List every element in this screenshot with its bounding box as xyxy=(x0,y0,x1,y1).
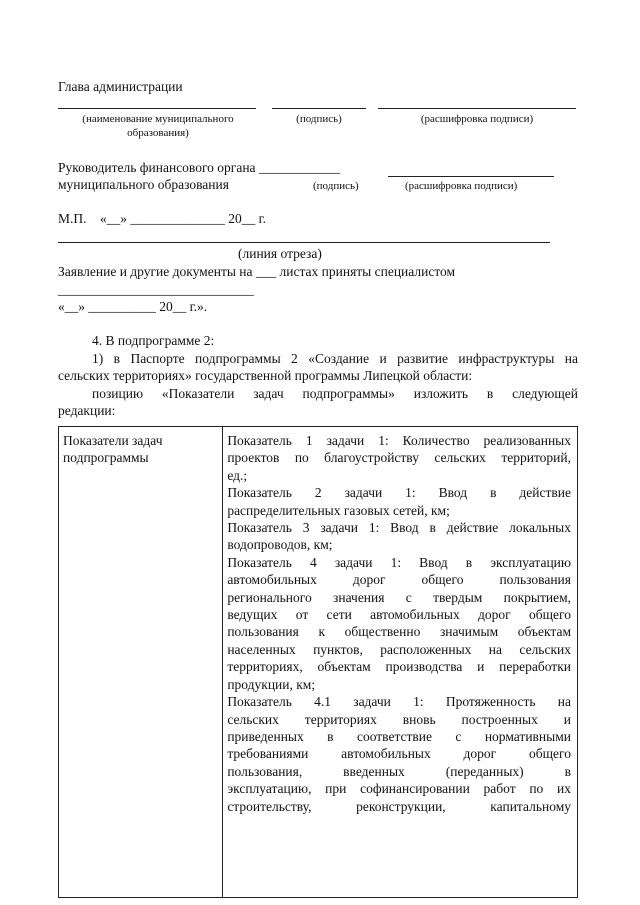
table-cell-label xyxy=(59,427,223,898)
indicator-line: Показатель 4 задачи 1: Ввод в эксплуатацию xyxy=(227,554,571,570)
cut-label: (линия отреза) xyxy=(238,246,322,261)
indicator-line: автомобильных дорог общего пользования xyxy=(227,572,571,588)
table-cell-indicators xyxy=(223,427,578,898)
signature-line xyxy=(272,108,366,109)
indicator-line: ведущих от сети автомобильных дорог общего xyxy=(227,607,571,623)
indicator-line: распределительных газовых сетей, км; xyxy=(227,502,450,518)
finance-caption-decode: (расшифровка подписи) xyxy=(405,180,518,192)
paragraph-2-line-2: редакции: xyxy=(58,403,116,418)
indicator-line: строительству, реконструкции, капитальному xyxy=(227,798,571,814)
indicator-line: эксплуатацию, при софинансировании работ по их xyxy=(227,781,571,797)
finance-line-2: муниципального образования xyxy=(58,177,229,192)
indicator-line: Показатель 1 задачи 1: Количество реализованных xyxy=(227,433,571,448)
caption-municipality-2: образования) xyxy=(127,127,189,139)
indicator-line: пользования к общественно значимым объектам xyxy=(227,624,571,640)
indicator-line: водопроводов, км; xyxy=(227,537,333,553)
indicator-line: ед.; xyxy=(227,467,248,483)
caption-municipality-1: (наименование муниципального xyxy=(82,113,234,125)
receipt-line-1: Заявление и другие документы на ___ листах приняты специалистом xyxy=(58,264,456,279)
decode-line xyxy=(378,108,576,109)
indicator-line: Показатель 2 задачи 1: Ввод в действие xyxy=(227,485,571,501)
cell-label-line: Показатели задач xyxy=(63,433,163,448)
table-row xyxy=(59,427,578,898)
paragraph-1-line-2: сельских территориях» государственной программы Липецкой области: xyxy=(58,368,473,383)
paragraph-2-line-1: позицию «Показатели задач подпрограммы» изложить в следующей xyxy=(92,386,578,401)
finance-caption-signature: (подпись) xyxy=(313,180,359,192)
seal-label: М.П. xyxy=(58,211,87,226)
municipality-line xyxy=(58,108,256,109)
indicator-line: Показатель 3 задачи 1: Ввод в действие локальных xyxy=(227,520,571,536)
indicator-line: продукции, км; xyxy=(227,676,316,692)
finance-decode-line xyxy=(388,176,554,177)
indicator-line: требованиями автомобильных дорог общего xyxy=(227,746,571,762)
paragraph-1-line-1: 1) в Паспорте подпрограммы 2 «Создание и развитие инфраструктуры на xyxy=(92,351,578,366)
cut-line xyxy=(58,242,550,243)
caption-signature: (подпись) xyxy=(296,113,342,125)
finance-line-1: Руководитель финансового органа ____________ xyxy=(58,160,340,175)
indicator-line: пользования, введенных (переданных) в xyxy=(227,763,571,779)
caption-decode: (расшифровка подписи) xyxy=(420,113,534,125)
receipt-line-2: _____________________________ xyxy=(58,282,254,297)
indicator-line: населенных пунктов, расположенных на сельских xyxy=(227,641,571,657)
cell-label-line: подпрограммы xyxy=(63,450,149,466)
indicator-line: проектов по благоустройству сельских территорий, xyxy=(227,450,571,466)
indicator-line: регионального значения с твердым покрытием, xyxy=(227,589,571,605)
indicator-line: Показатель 4.1 задачи 1: Протяженность на xyxy=(227,694,571,710)
indicator-line: сельских территориях вновь построенных и xyxy=(227,711,571,727)
head-title: Глава администрации xyxy=(58,79,183,94)
seal-date: «__» ______________ 20__ г. xyxy=(100,211,267,226)
indicator-line: территориях, объектам производства и переработки xyxy=(227,659,571,675)
point-4: 4. В подпрограмме 2: xyxy=(92,333,215,348)
receipt-line-3: «__» __________ 20__ г.». xyxy=(58,299,208,314)
indicators-table xyxy=(58,426,578,898)
indicator-line: приведенных в соответствие с нормативными xyxy=(227,728,571,744)
